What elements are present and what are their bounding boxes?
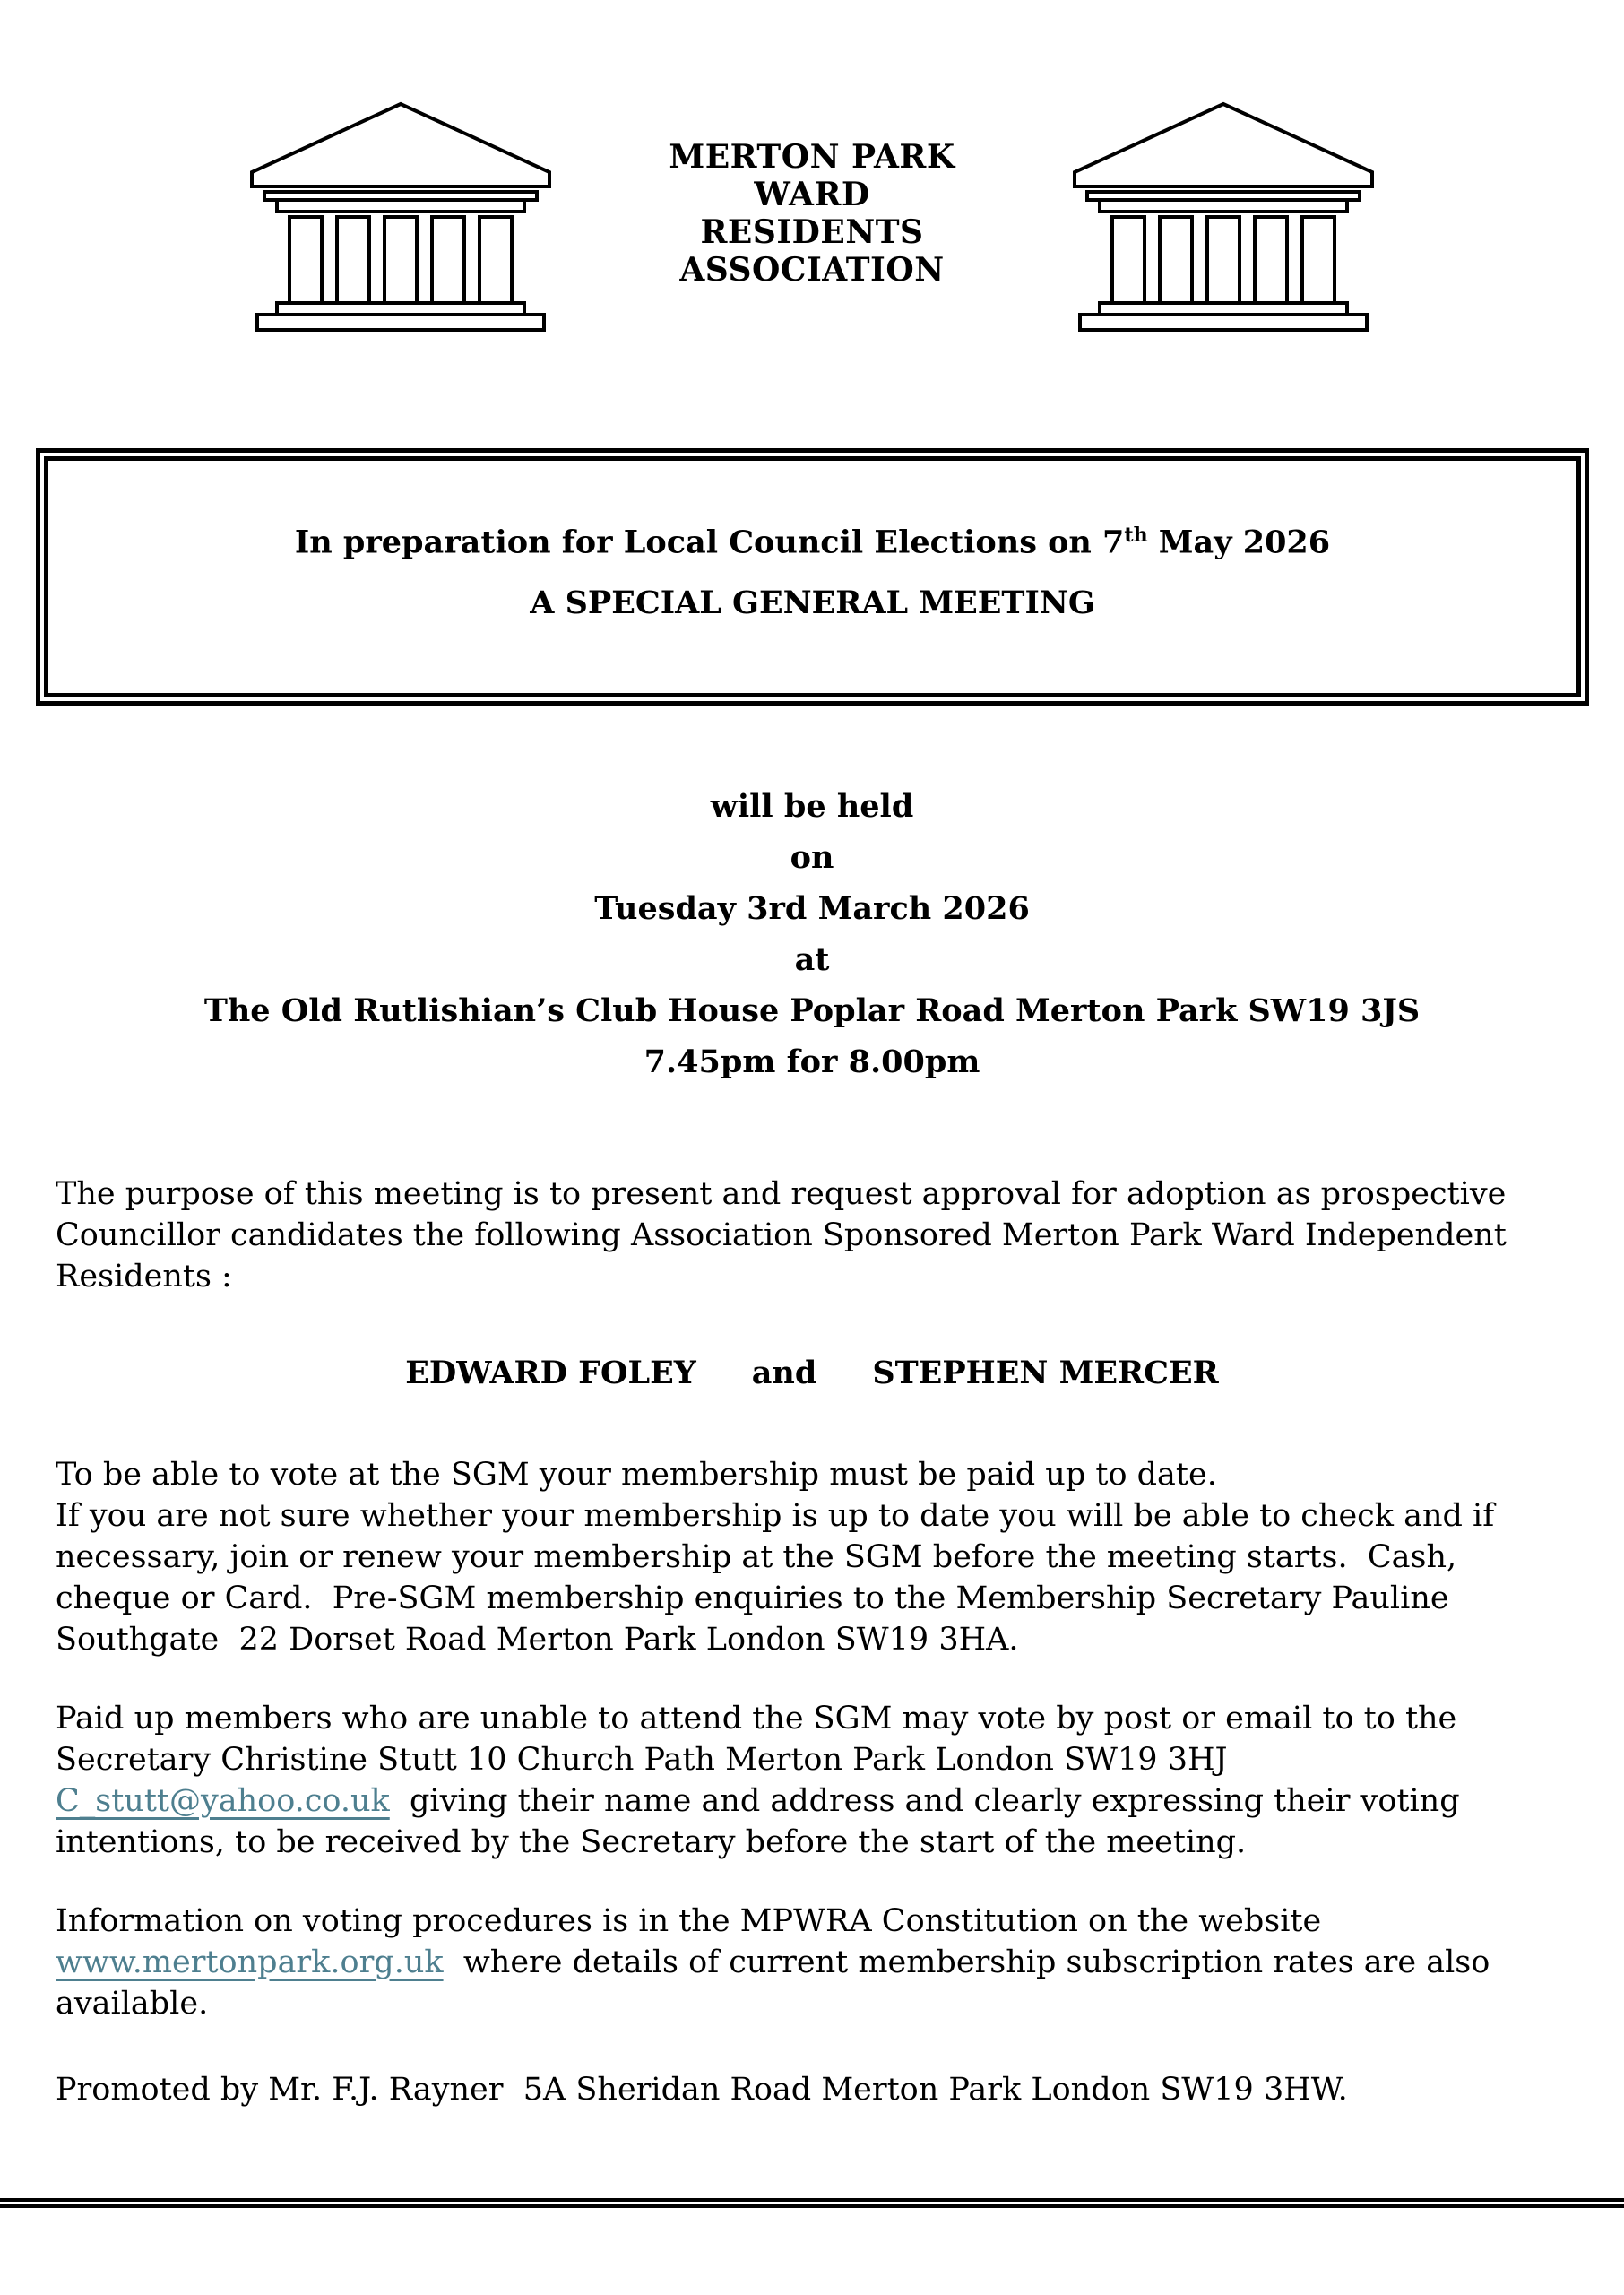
event-line: will be held	[710, 787, 914, 825]
voting-info-paragraph	[56, 1901, 1574, 2024]
postal-vote-paragraph	[56, 1698, 1574, 1863]
candidate-name: EDWARD FOLEY	[405, 1354, 696, 1391]
postal-before-email: Paid up members who are unable to attend the SGM may vote by post or email to to the Secretary Christine Stutt 10 Church Path Merton Park London SW19 3HJ	[56, 1700, 1467, 1778]
ordinal-suffix: th	[1124, 524, 1148, 547]
membership-paragraph	[56, 1454, 1574, 1660]
notice-box	[36, 448, 1589, 706]
event-line: on	[790, 838, 834, 876]
org-title	[558, 93, 1066, 289]
bottom-double-rule	[0, 2198, 1624, 2208]
voting-after-link: where details of current membership subscription rates are also available.	[56, 1944, 1500, 2022]
postal-after-email: giving their name and address and clearly expressing their voting intentions, to be received by the Secretary before the start of the meeting.	[56, 1782, 1470, 1860]
website-link[interactable]: www.mertonpark.org.uk	[56, 1944, 444, 1980]
org-title-line: ASSOCIATION	[679, 251, 945, 289]
notice-headline	[66, 524, 1559, 561]
classical-building-icon	[1066, 93, 1381, 337]
candidates-conjunction: and	[751, 1354, 817, 1391]
org-title-line: RESIDENTS	[700, 213, 924, 251]
header	[0, 0, 1624, 337]
event-details	[0, 781, 1624, 1087]
org-title-line: WARD	[754, 176, 870, 213]
notice-headline-text: In preparation for Local Council Elections on 7	[294, 524, 1125, 561]
classical-building-icon	[243, 93, 558, 337]
voting-before-link: Information on voting procedures is in the MPWRA Constitution on the website	[56, 1902, 1332, 1939]
event-line: at	[794, 940, 830, 978]
email-link[interactable]: C_stutt@yahoo.co.uk	[56, 1782, 390, 1819]
promoted-by-line: Promoted by Mr. F.J. Rayner 5A Sheridan Road Merton Park London SW19 3HW.	[56, 2071, 1348, 2108]
membership-line1: To be able to vote at the SGM your membership must be paid up to date.	[56, 1456, 1217, 1493]
candidates-line	[0, 1355, 1624, 1391]
event-line: The Old Rutlishian’s Club House Poplar Road Merton Park SW19 3JS	[203, 992, 1421, 1029]
membership-rest: If you are not sure whether your membership is up to date you will be able to check and if necessary, join or renew your membership at the SGM before the meeting starts. Cash, cheque or Card. Pre-SGM membership enquiries to the Membership Secretary Pauline Southgate 22 Dorset Road Merton Park London SW19 3HA.	[56, 1497, 1505, 1658]
candidate-name: STEPHEN MERCER	[872, 1354, 1219, 1391]
org-title-line: MERTON PARK	[669, 138, 955, 176]
event-line: 7.45pm for 8.00pm	[644, 1043, 980, 1080]
notice-subheadline: A SPECIAL GENERAL MEETING	[530, 584, 1095, 621]
purpose-paragraph: The purpose of this meeting is to present and request approval for adoption as prospective Councillor candidates the following Association Sponsored Merton Park Ward Independent Residents :	[56, 1175, 1516, 1295]
notice-box-inner	[44, 456, 1581, 697]
notice-headline-text: May 2026	[1147, 524, 1331, 561]
event-line: Tuesday 3rd March 2026	[594, 889, 1030, 927]
